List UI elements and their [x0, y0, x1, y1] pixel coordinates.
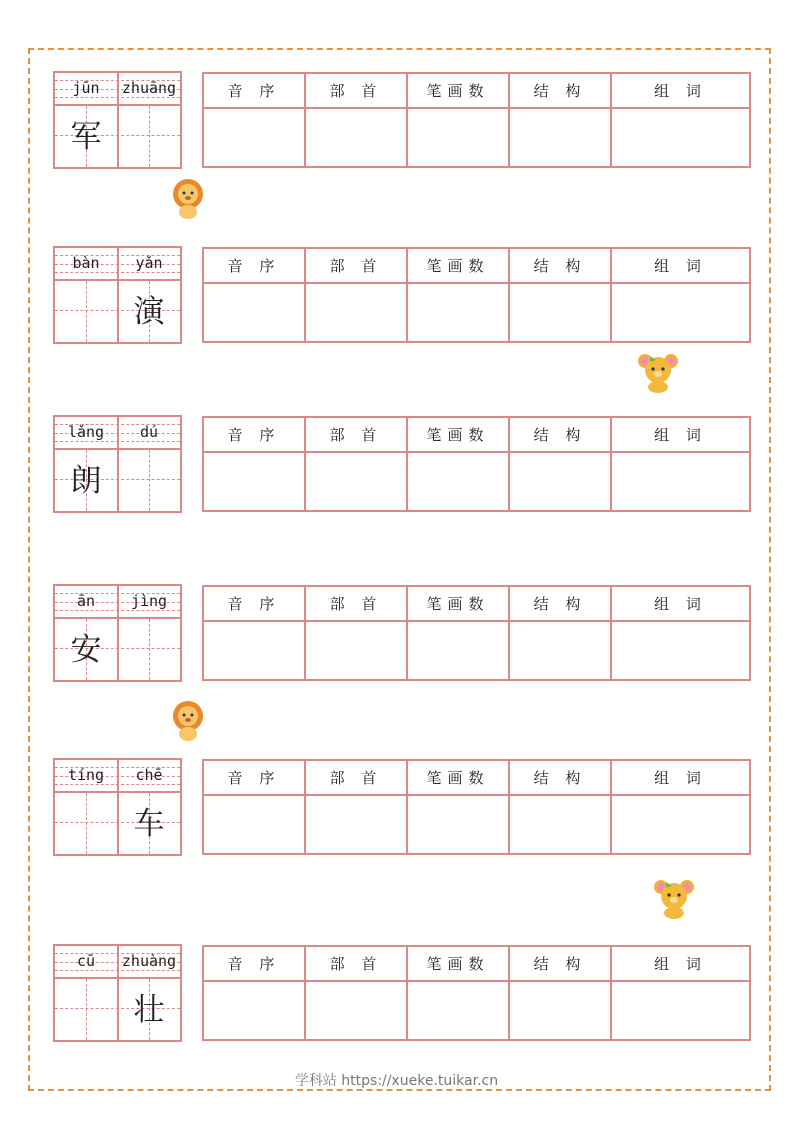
analysis-table	[202, 759, 751, 855]
answer-cell-bushou[interactable]	[305, 108, 407, 167]
answer-cell-bihuashu[interactable]	[407, 452, 509, 511]
header-zuci: 组 词	[611, 248, 750, 283]
analysis-table	[202, 945, 751, 1041]
answer-cell-bihuashu[interactable]	[407, 621, 509, 680]
bear-icon	[636, 352, 680, 394]
answer-cell-zuci[interactable]	[611, 452, 750, 511]
header-yinxu: 音 序	[203, 946, 305, 981]
header-bihuashu: 笔画数	[407, 760, 509, 795]
header-bushou: 部 首	[305, 248, 407, 283]
header-yinxu: 音 序	[203, 760, 305, 795]
hanzi-right: 车	[133, 806, 165, 842]
answer-cell-bihuashu[interactable]	[407, 795, 509, 854]
character-row	[53, 246, 751, 344]
answer-cell-jiegou[interactable]	[509, 795, 611, 854]
header-zuci: 组 词	[611, 946, 750, 981]
header-yinxu: 音 序	[203, 248, 305, 283]
lion-icon	[170, 178, 206, 220]
answer-cell-yinxu[interactable]	[203, 981, 305, 1040]
hanzi-left: 军	[70, 119, 102, 155]
header-jiegou: 结 构	[509, 586, 611, 621]
hanzi-left: 朗	[70, 463, 102, 499]
tianzige-grid	[53, 71, 182, 169]
pinyin-left: bàn	[72, 254, 100, 272]
header-bushou: 部 首	[305, 586, 407, 621]
answer-cell-bihuashu[interactable]	[407, 108, 509, 167]
header-bushou: 部 首	[305, 417, 407, 452]
header-bushou: 部 首	[305, 760, 407, 795]
tianzige-grid	[53, 584, 182, 682]
character-row	[53, 758, 751, 856]
pinyin-right: zhuāng	[121, 79, 177, 97]
character-row	[53, 584, 751, 682]
answer-cell-jiegou[interactable]	[509, 621, 611, 680]
header-yinxu: 音 序	[203, 586, 305, 621]
pinyin-right: chē	[135, 766, 163, 784]
header-bushou: 部 首	[305, 73, 407, 108]
analysis-table	[202, 585, 751, 681]
page-border	[28, 48, 771, 1091]
answer-cell-jiegou[interactable]	[509, 981, 611, 1040]
hanzi-right: 壮	[133, 992, 165, 1028]
tianzige-grid	[53, 944, 182, 1042]
pinyin-left: cū	[76, 952, 96, 970]
header-zuci: 组 词	[611, 760, 750, 795]
answer-cell-jiegou[interactable]	[509, 283, 611, 342]
answer-cell-bushou[interactable]	[305, 621, 407, 680]
header-yinxu: 音 序	[203, 73, 305, 108]
character-row	[53, 71, 751, 169]
answer-cell-zuci[interactable]	[611, 795, 750, 854]
pinyin-left: tíng	[67, 766, 105, 784]
analysis-table	[202, 247, 751, 343]
bear-icon	[652, 878, 696, 920]
header-jiegou: 结 构	[509, 417, 611, 452]
answer-cell-zuci[interactable]	[611, 981, 750, 1040]
answer-cell-zuci[interactable]	[611, 621, 750, 680]
header-bushou: 部 首	[305, 946, 407, 981]
analysis-table	[202, 416, 751, 512]
pinyin-right: jìng	[130, 592, 168, 610]
answer-cell-bihuashu[interactable]	[407, 981, 509, 1040]
answer-cell-yinxu[interactable]	[203, 108, 305, 167]
answer-cell-bushou[interactable]	[305, 452, 407, 511]
pinyin-left: jūn	[72, 79, 100, 97]
pinyin-right: dú	[139, 423, 159, 441]
header-yinxu: 音 序	[203, 417, 305, 452]
answer-cell-zuci[interactable]	[611, 283, 750, 342]
answer-cell-bushou[interactable]	[305, 283, 407, 342]
answer-cell-yinxu[interactable]	[203, 621, 305, 680]
header-zuci: 组 词	[611, 417, 750, 452]
pinyin-left: ān	[76, 592, 96, 610]
answer-cell-yinxu[interactable]	[203, 283, 305, 342]
tianzige-grid	[53, 758, 182, 856]
tianzige-grid	[53, 415, 182, 513]
answer-cell-zuci[interactable]	[611, 108, 750, 167]
header-zuci: 组 词	[611, 73, 750, 108]
tianzige-grid	[53, 246, 182, 344]
header-bihuashu: 笔画数	[407, 946, 509, 981]
header-jiegou: 结 构	[509, 760, 611, 795]
analysis-table	[202, 72, 751, 168]
answer-cell-yinxu[interactable]	[203, 795, 305, 854]
header-bihuashu: 笔画数	[407, 417, 509, 452]
footer-text: 学科站 https://xueke.tuikar.cn	[294, 1073, 499, 1089]
header-jiegou: 结 构	[509, 946, 611, 981]
pinyin-left: lǎng	[67, 423, 105, 441]
pinyin-right: yǎn	[135, 254, 163, 272]
character-row	[53, 415, 751, 513]
character-row	[53, 944, 751, 1042]
header-bihuashu: 笔画数	[407, 586, 509, 621]
answer-cell-bushou[interactable]	[305, 981, 407, 1040]
hanzi-left: 安	[70, 632, 102, 668]
header-bihuashu: 笔画数	[407, 248, 509, 283]
lion-icon	[170, 700, 206, 742]
answer-cell-bushou[interactable]	[305, 795, 407, 854]
header-jiegou: 结 构	[509, 248, 611, 283]
pinyin-right: zhuàng	[121, 952, 177, 970]
answer-cell-jiegou[interactable]	[509, 108, 611, 167]
header-jiegou: 结 构	[509, 73, 611, 108]
header-zuci: 组 词	[611, 586, 750, 621]
header-bihuashu: 笔画数	[407, 73, 509, 108]
answer-cell-bihuashu[interactable]	[407, 283, 509, 342]
answer-cell-jiegou[interactable]	[509, 452, 611, 511]
hanzi-right: 演	[133, 294, 165, 330]
answer-cell-yinxu[interactable]	[203, 452, 305, 511]
